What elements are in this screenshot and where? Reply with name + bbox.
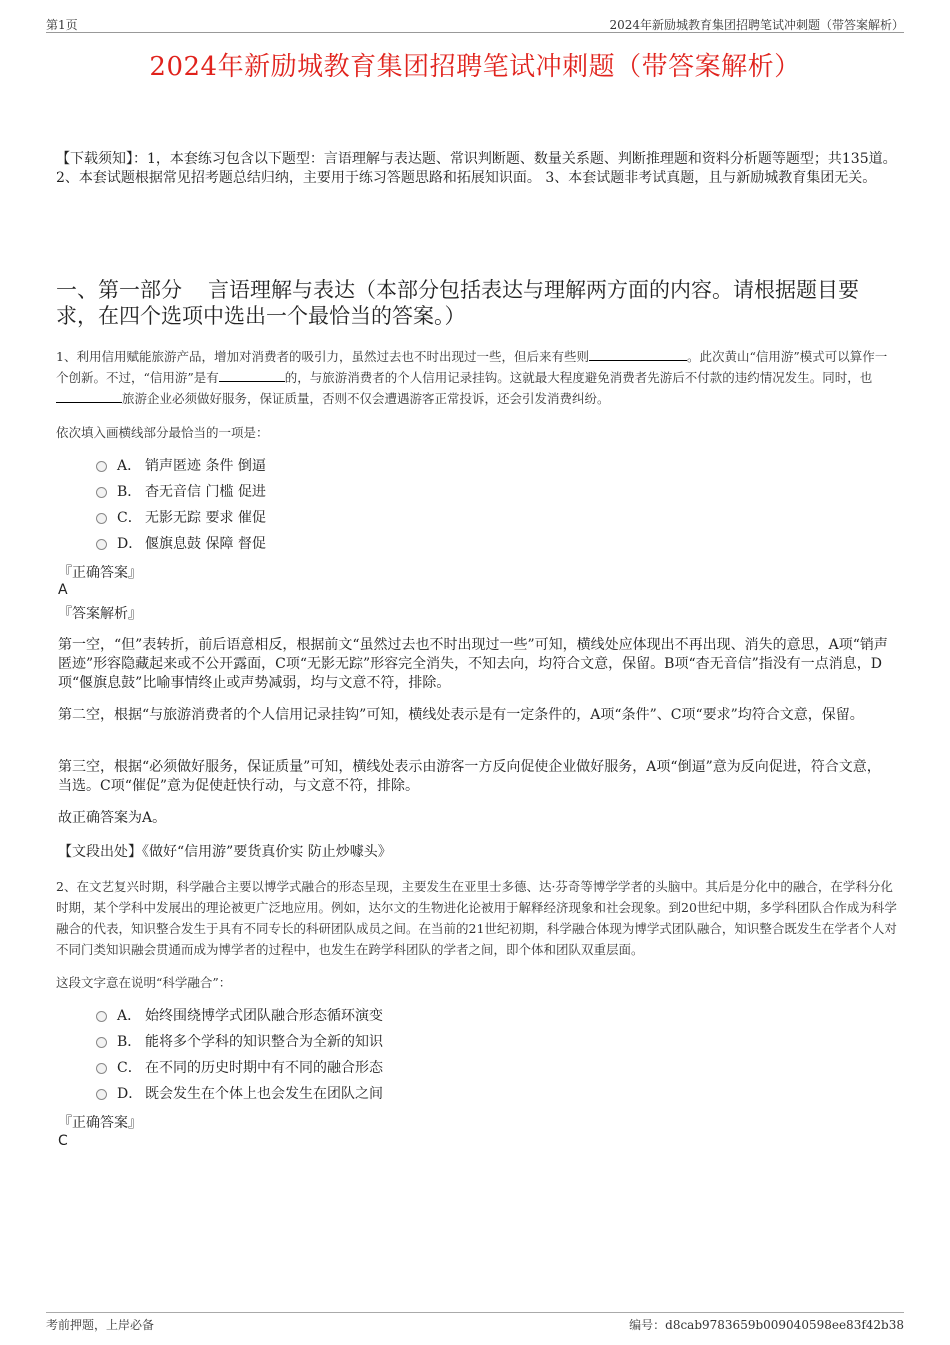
option-a[interactable]: A． 销声匿迹 条件 倒逼 (96, 453, 266, 479)
footer-slogan: 考前押题，上岸必备 (46, 1318, 155, 1332)
question-1-text-d: 旅游企业必须做好服务，保证质量，否则不仅会遭遇游客正常投诉，还会引发消费纠纷。 (122, 391, 610, 406)
answer-analysis-label: 『答案解析』 (58, 606, 142, 622)
analysis-paragraph-1: 第一空，“但”表转折，前后语意相反，根据前文“虽然过去也不时出现过一些”可知，横线处应体现出不再出现、消失的意思，A项“销声匿迹”形容隐藏起来或不公开露面，C项“无影无踪”形容完全消失，不知去向，均符合文意，保留。B项“杳无音信”指没有一点消息，D项“偃旗息鼓”比喻事情终止或声势减弱，均与文意不符，排除。 (58, 637, 888, 691)
header-doc-title: 2024年新励城教育集团招聘笔试冲刺题（带答案解析） (609, 18, 904, 32)
correct-answer-value: C (58, 1133, 68, 1149)
question-2-options (96, 1003, 383, 1107)
fill-blank-3 (56, 389, 122, 403)
correct-answer-label: 『正确答案』 (58, 1115, 142, 1131)
radio-icon[interactable] (96, 487, 107, 498)
radio-icon[interactable] (96, 513, 107, 524)
analysis-conclusion: 故正确答案为A。 (58, 810, 167, 826)
document-title: 2024年新励城教育集团招聘笔试冲刺题（带答案解析） (149, 52, 801, 82)
section-description: 言语理解与表达（本部分包括表达与理解两方面的内容。请根据题目要求，在四个选项中选出一个最恰当的答案。） (56, 278, 859, 328)
option-d[interactable]: D． 偃旗息鼓 保障 督促 (96, 531, 266, 557)
radio-icon[interactable] (96, 1011, 107, 1022)
radio-icon[interactable] (96, 1037, 107, 1048)
radio-icon[interactable] (96, 1089, 107, 1100)
fill-blank-2 (219, 368, 285, 382)
analysis-paragraph-3: 第三空，根据“必须做好服务，保证质量”可知，横线处表示由游客一方反向促使企业做好服务，A项“倒逼”意为反向促进，符合文意，当选。C项“催促”意为促使赶快行动，与文意不符，排除。 (58, 759, 881, 794)
correct-answer-value: A (58, 582, 68, 598)
footer-serial-number: 编号：d8cab9783659b009040598ee83f42b38 (629, 1318, 904, 1332)
option-b[interactable]: B． 杳无音信 门槛 促进 (96, 479, 266, 505)
question-1-text-b: 。此次黄山“信用游”模式可以算作一个创新。不过，“信用游”是有 (56, 349, 888, 385)
question-1-stem (56, 346, 898, 409)
option-a[interactable]: A． 始终围绕博学式团队融合形态循环演变 (96, 1003, 383, 1029)
option-c[interactable]: C． 无影无踪 要求 催促 (96, 505, 266, 531)
option-c[interactable]: C． 在不同的历史时期中有不同的融合形态 (96, 1055, 383, 1081)
radio-icon[interactable] (96, 539, 107, 550)
correct-answer-label: 『正确答案』 (58, 565, 142, 581)
question-1-text-a: 1、利用信用赋能旅游产品，增加对消费者的吸引力，虽然过去也不时出现过一些，但后来有些则 (56, 349, 589, 364)
question-1-prompt: 依次填入画横线部分最恰当的一项是： (56, 425, 269, 440)
radio-icon[interactable] (96, 461, 107, 472)
question-1-text-c: 的，与旅游消费者的个人信用记录挂钩。这就最大程度避免消费者先游后不付款的违约情况发生。同时，也 (284, 370, 873, 385)
radio-icon[interactable] (96, 1063, 107, 1074)
section-part: 一、第一部分 (56, 278, 182, 302)
option-b[interactable]: B． 能将多个学科的知识整合为全新的知识 (96, 1029, 383, 1055)
source-citation: 【文段出处】《做好“信用游”要货真价实 防止炒噱头》 (58, 844, 392, 860)
analysis-paragraph-2: 第二空，根据“与旅游消费者的个人信用记录挂钩”可知，横线处表示是有一定条件的，A项“条件”、C项“要求”均符合文意，保留。 (58, 707, 864, 723)
fill-blank-1 (589, 347, 687, 361)
page-header (46, 14, 904, 33)
question-2-prompt: 这段文字意在说明“科学融合”： (56, 975, 232, 990)
question-1-options (96, 453, 266, 557)
option-d[interactable]: D． 既会发生在个体上也会发生在团队之间 (96, 1081, 383, 1107)
question-2-stem: 2、在文艺复兴时期，科学融合主要以博学式融合的形态呈现，主要发生在亚里士多德、达·芬奇等博学学者的头脑中。其后是分化中的融合，在学科分化时期，某个学科中发展出的理论被更广泛地应用。例如，达尔文的生物进化论被用于解释经济现象和社会现象。到20世纪中期，多学科团队合作成为科学融合的代表，知识整合发生于具有不同专长的科研团队成员之间。在当前的21世纪初期，科学融合体现为博学式团队融合，知识整合既发生在学者个人对不同门类知识融会贯通而成为博学者的过程中，也发生在跨学科团队的学者之间，即个体和团队双重层面。 (56, 879, 897, 957)
page-footer (46, 1312, 904, 1333)
section-heading (56, 277, 898, 329)
download-notice: 【下载须知】：1，本套练习包含以下题型：言语理解与表达题、常识判断题、数量关系题、判断推理题和资料分析题等题型；共135道。 2、本套试题根据常见招考题总结归纳，主要用于练习答题思路和拓展知识面。 3、本套试题非考试真题，且与新励城教育集团无关。 (56, 151, 897, 186)
page-number: 第1页 (46, 18, 78, 32)
